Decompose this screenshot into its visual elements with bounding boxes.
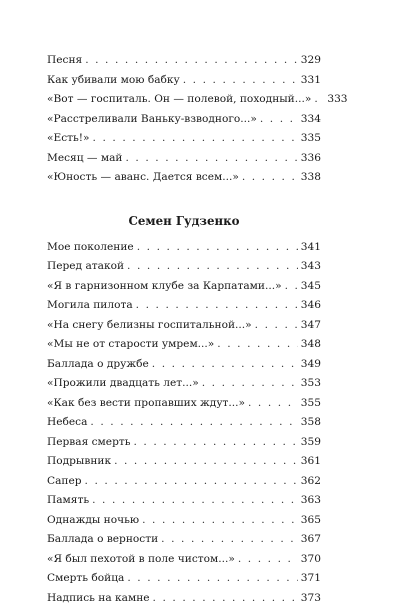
toc-entry-title: «Есть!» xyxy=(47,132,93,144)
dot-leader xyxy=(85,54,298,66)
dot-leader xyxy=(314,93,324,105)
toc-entry xyxy=(47,152,321,172)
toc-entry-page: 353 xyxy=(298,377,321,389)
toc-entry-title: Баллада о верности xyxy=(47,533,161,545)
toc-entry-page: 363 xyxy=(298,494,321,506)
toc-entry-page: 348 xyxy=(298,338,321,350)
toc-entry-title: Надпись на камне xyxy=(47,592,153,604)
toc-entry xyxy=(47,436,321,456)
toc-entry xyxy=(47,592,321,611)
toc-entry-title: «Как без вести пропавших ждут...» xyxy=(47,397,248,409)
toc-entry xyxy=(47,494,321,514)
toc-entry-page: 359 xyxy=(298,436,321,448)
dot-leader xyxy=(127,260,298,272)
toc-entry-title: Месяц — май xyxy=(47,152,126,164)
dot-leader xyxy=(217,338,297,350)
toc-entry xyxy=(47,377,321,397)
toc-entry-page: 370 xyxy=(298,553,321,565)
toc-entry xyxy=(47,455,321,475)
dot-leader xyxy=(255,319,298,331)
dot-leader xyxy=(153,592,298,604)
toc-entry-title: Подрывник xyxy=(47,455,114,467)
toc-entry-title: Как убивали мою бабку xyxy=(47,74,183,86)
toc-entry xyxy=(47,319,321,339)
toc-entry-title: Память xyxy=(47,494,92,506)
toc-entry-page: 343 xyxy=(298,260,321,272)
toc-entry-page: 345 xyxy=(298,280,321,292)
toc-entry-page: 329 xyxy=(298,54,321,66)
toc-entry xyxy=(47,358,321,378)
toc-entry-page: 358 xyxy=(298,416,321,428)
toc-entry-page: 341 xyxy=(298,241,321,253)
toc-entry-page: 373 xyxy=(298,592,321,604)
toc-entry-title: «Вот — госпиталь. Он — полевой, походный...» xyxy=(47,93,314,105)
toc-entry-title: «Прожили двадцать лет...» xyxy=(47,377,202,389)
toc-entry-page: 338 xyxy=(298,171,321,183)
toc-entry xyxy=(47,475,321,495)
toc-entry-title: «Юность — аванс. Дается всем...» xyxy=(47,171,242,183)
toc-entry xyxy=(47,514,321,534)
toc-entry-title: Баллада о дружбе xyxy=(47,358,152,370)
toc-entry-title: «Мы не от старости умрем...» xyxy=(47,338,217,350)
toc-entry-title: Смерть бойца xyxy=(47,572,127,584)
dot-leader xyxy=(85,475,298,487)
toc-entry xyxy=(47,132,321,152)
toc-entry-title: «На снегу белизны госпитальной...» xyxy=(47,319,255,331)
toc-entry-page: 355 xyxy=(298,397,321,409)
toc-list-previous xyxy=(47,54,321,191)
dot-leader xyxy=(260,113,298,125)
toc-entry-page: 347 xyxy=(298,319,321,331)
dot-leader xyxy=(92,494,298,506)
toc-entry xyxy=(47,416,321,436)
toc-entry-page: 346 xyxy=(298,299,321,311)
toc-entry-page: 367 xyxy=(298,533,321,545)
dot-leader xyxy=(285,280,298,292)
dot-leader xyxy=(152,358,298,370)
dot-leader xyxy=(133,436,297,448)
toc-entry-title: Однажды ночью xyxy=(47,514,142,526)
toc-entry xyxy=(47,553,321,573)
toc-entry-title: Могила пилота xyxy=(47,299,136,311)
toc-entry-title: Песня xyxy=(47,54,85,66)
toc-entry xyxy=(47,54,321,74)
toc-entry-title: Перед атакой xyxy=(47,260,127,272)
toc-entry xyxy=(47,171,321,191)
section-heading: Семен Гудзенко xyxy=(47,213,321,229)
toc-entry xyxy=(47,260,321,280)
dot-leader xyxy=(202,377,298,389)
toc-entry-title: Первая смерть xyxy=(47,436,133,448)
toc-entry-title: Сапер xyxy=(47,475,85,487)
dot-leader xyxy=(127,572,297,584)
toc-entry xyxy=(47,533,321,553)
dot-leader xyxy=(161,533,298,545)
toc-entry xyxy=(47,338,321,358)
toc-entry-page: 336 xyxy=(298,152,321,164)
toc-entry-title: «Расстреливали Ваньку-взводного...» xyxy=(47,113,260,125)
toc-entry xyxy=(47,397,321,417)
toc-entry xyxy=(47,113,321,133)
toc-entry xyxy=(47,241,321,261)
toc-entry-title: Мое поколение xyxy=(47,241,137,253)
toc-entry-title: Небеса xyxy=(47,416,90,428)
toc-page xyxy=(47,54,321,611)
toc-entry xyxy=(47,280,321,300)
dot-leader xyxy=(242,171,298,183)
dot-leader xyxy=(238,553,298,565)
toc-entry-page: 334 xyxy=(298,113,321,125)
toc-entry-page: 365 xyxy=(298,514,321,526)
toc-entry-page: 349 xyxy=(298,358,321,370)
dot-leader xyxy=(114,455,298,467)
dot-leader xyxy=(126,152,298,164)
toc-entry-page: 362 xyxy=(298,475,321,487)
toc-entry xyxy=(47,93,321,113)
dot-leader xyxy=(137,241,298,253)
toc-entry-page: 331 xyxy=(298,74,321,86)
toc-entry-page: 361 xyxy=(298,455,321,467)
toc-entry-title: «Я был пехотой в поле чистом...» xyxy=(47,553,238,565)
toc-entry xyxy=(47,74,321,94)
toc-entry-page: 333 xyxy=(324,93,347,105)
toc-list-section xyxy=(47,241,321,611)
toc-entry-page: 371 xyxy=(298,572,321,584)
dot-leader xyxy=(248,397,298,409)
dot-leader xyxy=(90,416,297,428)
toc-entry-page: 335 xyxy=(298,132,321,144)
toc-entry xyxy=(47,299,321,319)
dot-leader xyxy=(183,74,298,86)
dot-leader xyxy=(136,299,298,311)
toc-entry-title: «Я в гарнизонном клубе за Карпатами...» xyxy=(47,280,285,292)
dot-leader xyxy=(93,132,298,144)
dot-leader xyxy=(142,514,298,526)
